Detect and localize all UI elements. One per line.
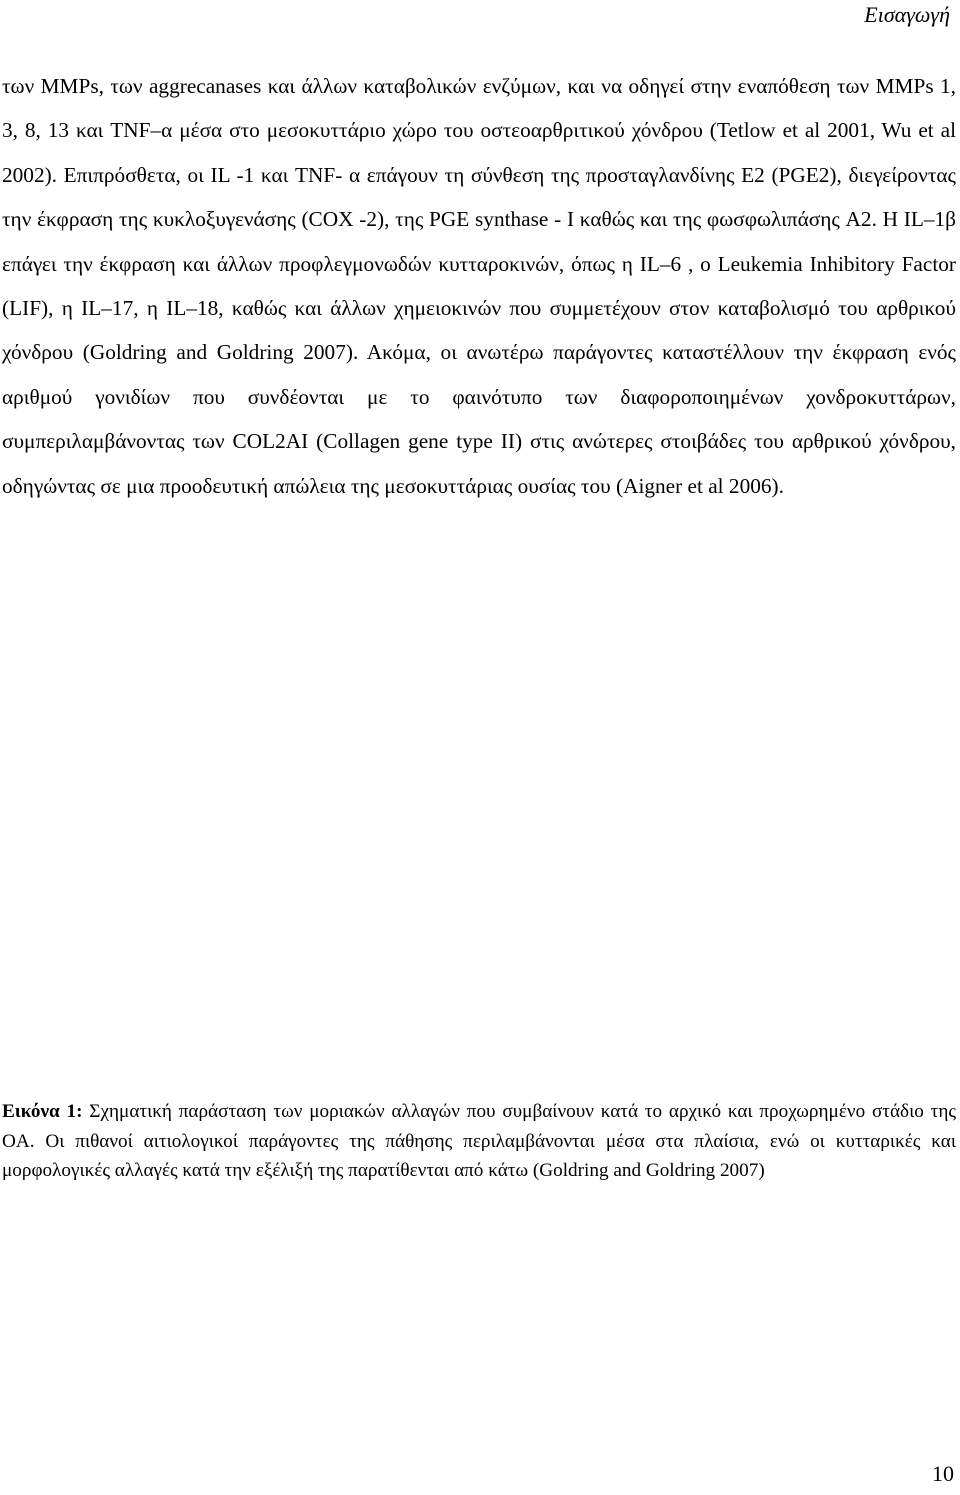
body-paragraph: των MMPs, των aggrecanases και άλλων καταβολικών ενζύμων, και να οδηγεί στην εναπόθεση των MMPs 1, 3, 8, 13 και TNF–α μέσα στο μεσοκυττάριο χώρο του οστεοαρθριτικού χόνδρου (Tetlow et al 2001, Wu et al 2002). Επιπρόσθετα, οι IL -1 και TNF- α επάγουν τη σύνθεση της προσταγλανδίνης E2 (PGE2), διεγείροντας την έκφραση της κυκλοξυγενάσης (COX -2), της PGE synthase - I καθώς και της φωσφωλιπάσης A2. Η IL–1β επάγει την έκφραση και άλλων προφλεγμονωδών κυτταροκινών, όπως η IL–6 , ο Leukemia Inhibitory Factor (LIF), η IL–17, η IL–18, καθώς και άλλων χημειοκινών που συμμετέχουν στον καταβολισμό του αρθρικού χόνδρου (Goldring and Goldring 2007). Ακόμα, οι ανωτέρω παράγοντες καταστέλλουν την έκφραση ενός αριθμού γονιδίων που συνδέονται με το φαινότυπο των διαφοροποιημένων χονδροκυττάρων, συμπεριλαμβάνοντας των COL2AI (Collagen gene type II) στις ανώτερες στοιβάδες του αρθρικού χόνδρου, οδηγώντας σε μια προοδευτική απώλεια της μεσοκυττάριας ουσίας του (Aigner et al 2006). — [2, 74, 956, 498]
running-header: Εισαγωγή — [864, 2, 950, 27]
figure-caption — [2, 1097, 956, 1186]
page-number: 10 — [932, 1461, 954, 1486]
figure-placeholder — [2, 640, 956, 1080]
figure-caption-text: Σχηματική παράσταση των μοριακών αλλαγών που συμβαίνουν κατά το αρχικό και προχωρημένο στάδιο της OA. Οι πιθανοί αιτιολογικοί παράγοντες της πάθησης περιλαμβάνονται μέσα στα πλαίσια, ενώ οι κυτταρικές και μορφολογικές αλλαγές κατά την εξέλιξή της παρατίθενται από κάτω (Goldring and Goldring 2007) — [2, 1101, 956, 1181]
figure-caption-label: Εικόνα 1: — [2, 1101, 83, 1122]
